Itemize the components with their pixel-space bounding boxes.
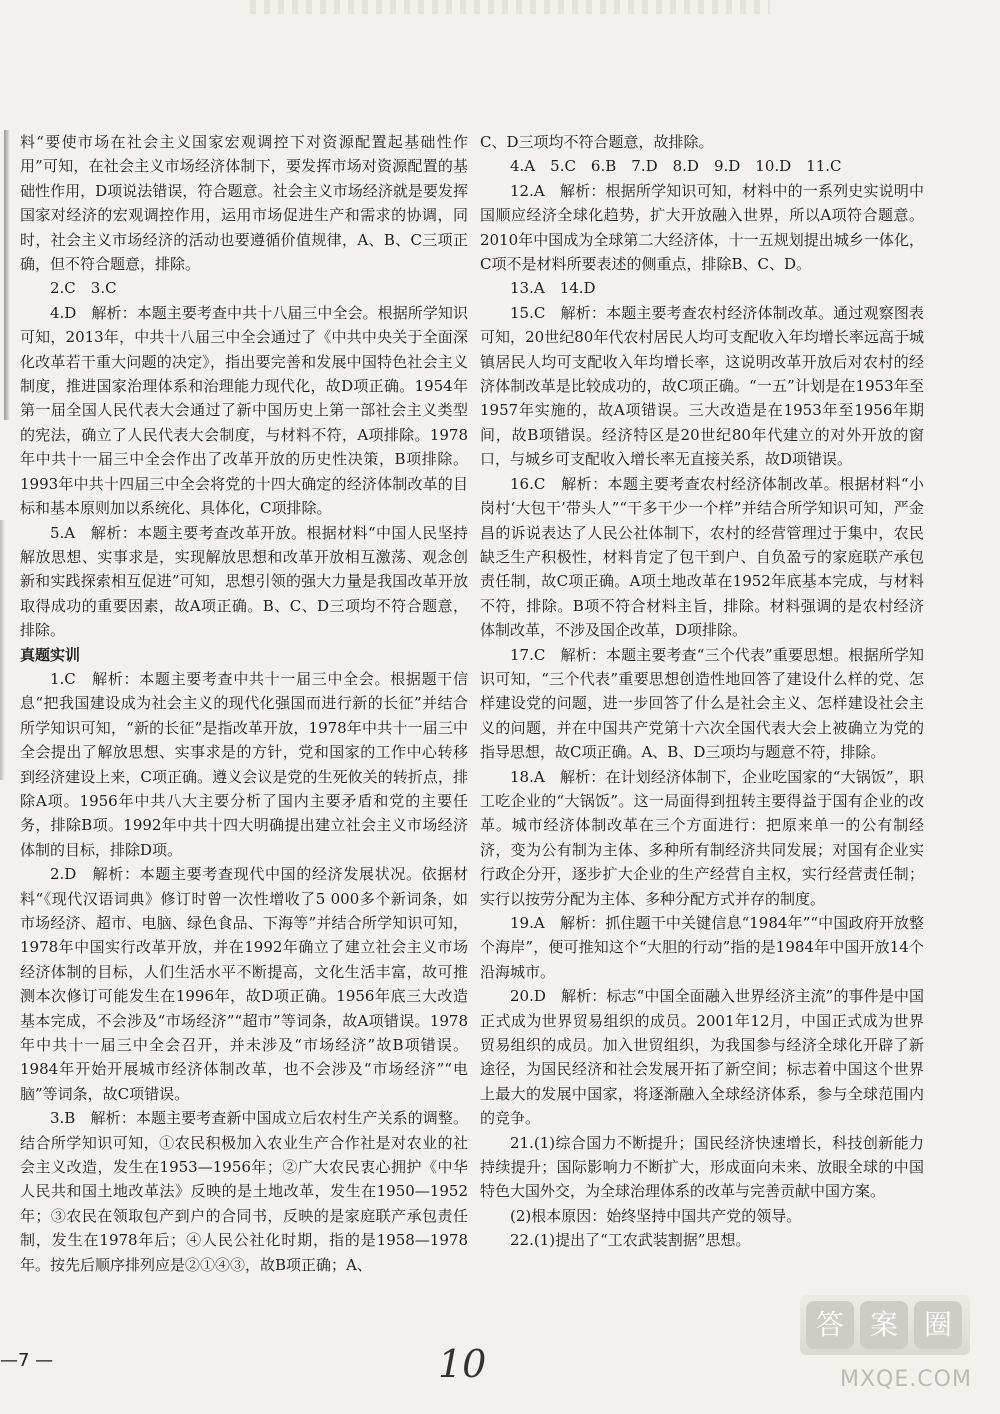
paragraph: 2.D 解析：本题主要考查现代中国的经济发展状况。依据材料“《现代汉语词典》修订时曾一次性增收了5 000多个新词条，如市场经济、超市、电脑、绿色食品、下海等”并结合所学知识可知，1978年中国实行改革开放，并在1992年确立了建立社会主义市场经济体制的目标，人们生活水平不断提高，文化生活丰富，故可推测本次修订可能发生在1996年，故D项正确。1956年底三大改造基本完成，不会涉及“市场经济”“超市”等词条，故A项错误。1978年中共十一届三中全会召开，并未涉及“市场经济”故B项错误。1984年开始开展城市经济体制改革，也不会涉及“市场经济”“电脑”等词条，故C项错误。 [20, 865, 468, 1103]
paragraph: 20.D 解析：标志“中国全面融入世界经济主流”的事件是中国正式成为世界贸易组织的成员。2001年12月，中国正式成为世界贸易组织的成员。加入世贸组织，为我国参与经济全球化开辟了新途径，为国民经济和社会发展开拓了新空间；标志着中国这个世界上最大的发展中国家，将逐渐融入全球经济体系，参与全球范围内的竞争。 [480, 987, 924, 1128]
paragraph: 21.(1)综合国力不断提升；国民经济快速增长，科技创新能力持续提升；国际影响力不断扩大，形成面向未来、放眼全球的中国特色大国外交，为全球治理体系的改革与完善贡献中国方案。 [480, 1133, 924, 1201]
paragraph: 5.A 解析：本题主要考查改革开放。根据材料“中国人民坚持解放思想、实事求是，实现解放思想和改革开放相互激荡、观念创新和实践探索相互促进”可知，思想引领的强大力量是我国改革开放取得成功的重要因素，故A项正确。B、C、D三项均不符合题意，排除。 [20, 523, 468, 640]
paragraph: 12.A 解析：根据所学知识可知，材料中的一系列史实说明中国顺应经济全球化趋势，扩大开放融入世界，所以A项符合题意。2010年中国成为全球第二大经济体，十一五规划提出城乡一体化，C项不是材料所要表述的侧重点，排除B、C、D。 [480, 181, 924, 274]
paragraph: 1.C 解析：本题主要考查中共十一届三中全会。根据题干信息“把我国建设成为社会主义的现代化强国而进行新的长征”并结合所学知识可知，“新的长征”是指改革开放，1978年中共十一届三中全会提出了解放思想、实事求是的方针，党和国家的工作中心转移到经济建设上来，C项正确。遵义会议是党的生死攸关的转折点，排除A项。1956年中共八大主要分析了国内主要矛盾和党的主要任务，排除B项。1992年中共十四大明确提出建立社会主义市场经济体制的目标，排除D项。 [20, 669, 468, 859]
paragraph: C、D三项均不符合题意，故排除。 [480, 133, 714, 151]
answer-line: 4.A 5.C 6.B 7.D 8.D 9.D 10.D 11.C [510, 157, 842, 176]
answer-line: 13.A 14.D [510, 279, 596, 298]
paragraph: 16.C 解析：本题主要考查农村经济体制改革。根据材料“小岗村‘大包干’带头人”“干多干少一个样”并结合所学知识可知，严金昌的诉说表达了人民公社体制下，农村的经营管理过于集中，农民缺乏生产积极性，材料肯定了包干到户、自负盈亏的家庭联产承包责任制，故C项正确。A项土地改革在1952年底基本完成，与材料不符，排除。B项不符合材料主旨，排除。材料强调的是农村经济体制改革，不涉及国企改革，D项排除。 [480, 474, 924, 640]
watermark-glyph: 答 [806, 1301, 854, 1349]
paragraph: 4.D 解析：本题主要考查中共十八届三中全会。根据所学知识可知，2013年，中共十八届三中全会通过了《中共中央关于全面深化改革若干重大问题的决定》，指出要完善和发展中国特色社会主义制度，推进国家治理体系和治理能力现代化，故D项正确。1954年第一届全国人民代表大会通过了新中国历史上第一部社会主义类型的宪法，确立了人民代表大会制度，与材料不符，A项排除。1978年中共十一届三中全会作出了改革开放的历史性决策，B项排除。1993年中共十四届三中全会将党的十四大确定的经济体制改革的目标和基本原则加以系统化、具体化，C项排除。 [20, 303, 468, 518]
paragraph: 3.B 解析：本题主要考查新中国成立后农村生产关系的调整。结合所学知识可知，①农民积极加入农业生产合作社是对农业的社会主义改造，发生在1953—1956年；②广大农民衷心拥护《中华人民共和国土地改革法》反映的是土地改革，发生在1950—1952年；③农民在领取包产到户的合同书，反映的是家庭联产承包责任制，发生在1978年后；④人民公社化时期，指的是1958—1978年。按先后顺序排列应是②①④③，故B项正确；A、 [20, 1109, 468, 1274]
right-column [480, 130, 924, 1253]
answer-line: 2.C 3.C [50, 279, 117, 298]
page-number: —7 — [0, 1350, 54, 1371]
watermark-url: MXQE.COM [840, 1367, 972, 1392]
paragraph: 19.A 解析：抓住题干中关键信息“1984年”“中国政府开放整个海岸”，便可推知这个“大胆的行动”指的是1984年中国开放14个沿海城市。 [480, 914, 924, 981]
watermark-glyph: 案 [860, 1301, 908, 1349]
scan-edge-shadow-lower [0, 520, 5, 780]
watermark-logo [800, 1295, 990, 1405]
paragraph: (2)根本原因：始终坚持中国共产党的领导。 [510, 1206, 802, 1225]
paragraph: 料“要使市场在社会主义国家宏观调控下对资源配置起基础性作用”可知，在社会主义市场经济体制下，要发挥市场对资源配置的基础性作用，D项说法错误，符合题意。社会主义市场经济就是要发挥国家对经济的宏观调控作用，运用市场促进生产和需求的协调，同时，社会主义市场经济的活动也要遵循价值规律，A、B、C三项正确，但不符合题意，排除。 [20, 133, 468, 274]
scan-noise-top [250, 0, 770, 14]
watermark-glyph: 圈 [914, 1301, 962, 1349]
left-column [20, 130, 468, 1277]
handwritten-mark: 10 [438, 1342, 487, 1386]
paragraph: 22.(1)提出了“工农武装割据”思想。 [510, 1231, 751, 1250]
paragraph: 17.C 解析：本题主要考查“三个代表”重要思想。根据所学知识可知，“三个代表”重要思想创造性地回答了建设什么样的党、怎样建设党的问题，进一步回答了什么是社会主义、怎样建设社会主义的问题，并在中国共产党第十六次全国代表大会上被确立为党的指导思想，故C项正确。A、B、D三项均与题意不符，排除。 [480, 645, 924, 762]
paragraph: 18.A 解析：在计划经济体制下，企业吃国家的“大锅饭”，职工吃企业的“大锅饭”。这一局面得到扭转主要得益于国有企业的改革。城市经济体制改革在三个方面进行：把原来单一的公有制经济，变为公有制为主体、多种所有制经济共同发展；对国有企业实行政企分开，逐步扩大企业的生产经营自主权，实行经营责任制；实行以按劳分配为主体、多种分配方式并存的制度。 [480, 767, 924, 908]
paragraph: 15.C 解析：本题主要考查农村经济体制改革。通过观察图表可知，20世纪80年代农村居民人均可支配收入年均增长率远高于城镇居民人均可支配收入年均增长率，这说明改革开放后对农村的经济体制改革是比较成功的，故C项正确。“一五”计划是在1953年至1957年实施的，故A项错误。三大改造是在1953年至1956年期间，故B项错误。经济特区是20世纪80年代建立的对外开放的窗口，与城乡可支配收入增长率无直接关系，故D项错误。 [480, 303, 924, 469]
scan-edge-shadow [4, 130, 10, 420]
section-heading: 真题实训 [20, 645, 81, 664]
